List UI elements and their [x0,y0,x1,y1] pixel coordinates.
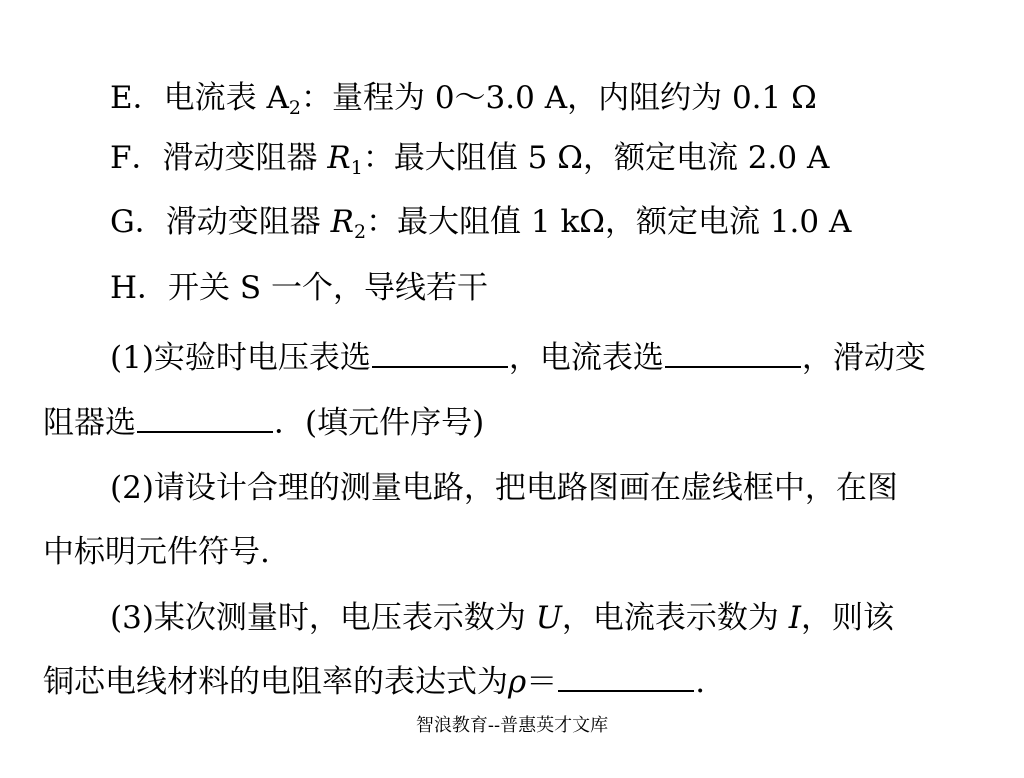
line-e-label: E．电流表 A [110,80,289,116]
q3-part2: ，电流表示数为 [561,600,789,636]
line-g-label: G．滑动变阻器 [110,204,331,240]
q1-blank-voltmeter [372,363,508,368]
q3-var-u: U [535,600,562,636]
q3-line2a: 铜芯电线材料的电阻率的表达式为 [43,664,508,700]
line-e-text: ：量程为 0～3.0 A，内阻约为 0.1 Ω [300,80,817,116]
question-1-line-2 [43,403,484,443]
footer-watermark: 智浪教育--普惠英才文库 [415,715,609,736]
line-h [110,268,488,308]
question-3-line-2 [43,662,705,702]
q3-line2b: . [695,664,706,700]
line-e [110,78,817,122]
q3-part3: ，则该 [801,600,895,636]
question-3-line-1 [110,598,894,638]
q3-var-i: I [788,600,802,636]
line-g-var: R [330,204,354,240]
q1-part1: (1)实验时电压表选 [110,340,371,376]
q1-line2b: ．(填元件序号) [274,405,485,441]
q1-blank-ammeter [665,363,801,368]
q1-line2a: 阻器选 [43,405,136,441]
line-g-sub: 2 [353,221,367,243]
line-g [110,202,851,246]
q3-eq: ＝ [526,664,558,700]
line-f-label: F．滑动变阻器 [110,140,328,176]
line-h-text: H．开关 S 一个，导线若干 [110,270,488,306]
line-e-sub: 2 [288,97,301,119]
q2-line1: (2)请设计合理的测量电路，把电路图画在虚线框中，在图 [110,470,898,506]
line-f-sub: 1 [350,157,363,179]
question-2-line-2 [43,532,270,572]
q3-blank-resistivity [558,687,694,692]
line-f [110,138,829,182]
line-g-text: ：最大阻值 1 kΩ，额定电流 1.0 A [366,204,852,240]
q3-part1: (3)某次测量时，电压表示数为 [110,600,536,636]
question-2-line-1 [110,468,898,508]
q2-line2: 中标明元件符号. [43,534,270,570]
question-1-line-1 [110,338,926,378]
line-f-var: R [327,140,351,176]
q1-part3: ，滑动变 [801,340,926,376]
q3-rho: ρ [508,664,527,700]
q1-part2: ，电流表选 [508,340,664,376]
line-f-text: ：最大阻值 5 Ω，额定电流 2.0 A [362,140,830,176]
q1-blank-rheostat [137,428,273,433]
